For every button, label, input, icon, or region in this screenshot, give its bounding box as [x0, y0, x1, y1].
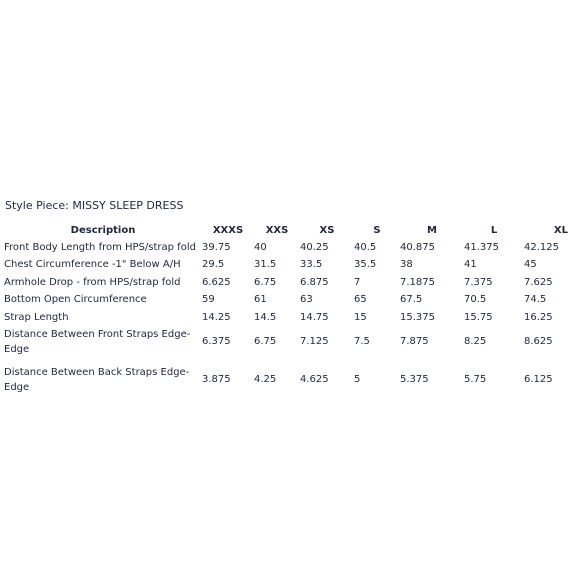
cell-value: 8.25	[464, 335, 487, 347]
cell-value: 6.75	[254, 335, 277, 347]
cell-value: 5.375	[400, 373, 429, 385]
cell-value: 6.625	[202, 276, 231, 288]
cell-value: 29.5	[202, 259, 225, 271]
cell-value: 45	[524, 259, 537, 271]
cell-value: 7.5	[354, 335, 370, 347]
cell-value: 38	[400, 259, 413, 271]
cell-value: 40.875	[400, 242, 435, 253]
cell-value: 7.625	[524, 276, 553, 288]
column-header-xs: XS	[319, 225, 335, 236]
row-label: Armhole Drop - from HPS/strap fold	[4, 276, 181, 288]
cell-value: 7.1875	[400, 276, 435, 288]
cell-value: 39.75	[202, 242, 231, 253]
cell-value: 40.5	[354, 242, 377, 253]
column-header-xxs: XXS	[265, 225, 289, 236]
cell-value: 4.625	[300, 373, 329, 385]
cell-value: 14.75	[300, 311, 329, 323]
cell-value: 40	[254, 242, 267, 253]
column-header-xl: XL	[553, 225, 568, 236]
cell-value: 7	[354, 276, 361, 288]
cell-value: 16.25	[524, 311, 553, 323]
cell-value: 4.25	[254, 373, 277, 385]
cell-value: 6.375	[202, 335, 231, 347]
column-header-m: M	[427, 225, 437, 236]
cell-value: 67.5	[400, 294, 423, 306]
table-row	[4, 310, 572, 327]
cell-value: 15.75	[464, 311, 493, 323]
cell-value: 59	[202, 294, 215, 306]
cell-value: 14.5	[254, 311, 277, 323]
cell-value: 7.875	[400, 335, 429, 347]
cell-value: 74.5	[524, 294, 547, 306]
size-spec-table	[4, 223, 572, 403]
cell-value: 33.5	[300, 259, 323, 271]
cell-value: 70.5	[464, 294, 487, 306]
cell-value: 35.5	[354, 259, 377, 271]
table-row	[4, 257, 572, 274]
cell-value: 63	[300, 294, 313, 306]
row-label: Chest Circumference -1" Below A/H	[4, 259, 181, 271]
column-header-l: L	[490, 225, 498, 236]
style-piece-title: Style Piece: MISSY SLEEP DRESS	[5, 199, 184, 212]
cell-value: 61	[254, 294, 267, 306]
cell-value: 65	[354, 294, 367, 306]
table-row	[4, 292, 572, 309]
row-label: Front Body Length from HPS/strap fold	[4, 242, 196, 253]
row-label: Strap Length	[4, 311, 69, 323]
cell-value: 31.5	[254, 259, 277, 271]
cell-value: 15	[354, 311, 367, 323]
row-label: Distance Between Back Straps Edge-Edge	[4, 366, 190, 393]
cell-value: 5	[354, 373, 361, 385]
cell-value: 40.25	[300, 242, 329, 253]
cell-value: 5.75	[464, 373, 487, 385]
cell-value: 3.875	[202, 373, 231, 385]
cell-value: 7.125	[300, 335, 329, 347]
column-header-s: S	[373, 225, 381, 236]
cell-value: 6.75	[254, 276, 277, 288]
cell-value: 6.125	[524, 373, 553, 385]
cell-value: 7.375	[464, 276, 493, 288]
table-row	[4, 275, 572, 292]
cell-value: 15.375	[400, 311, 435, 323]
cell-value: 42.125	[524, 242, 559, 253]
cell-value: 6.875	[300, 276, 329, 288]
cell-value: 41	[464, 259, 477, 271]
row-label: Distance Between Front Straps Edge-Edge	[4, 328, 191, 355]
row-label: Bottom Open Circumference	[4, 294, 147, 306]
table-row	[4, 365, 572, 403]
table-row	[4, 240, 572, 257]
column-header-xxxs: XXXS	[212, 225, 244, 236]
cell-value: 14.25	[202, 311, 231, 323]
column-header-description: Description	[70, 225, 136, 236]
cell-value: 41.375	[464, 242, 499, 253]
table-row	[4, 327, 572, 365]
cell-value: 8.625	[524, 335, 553, 347]
header-row	[4, 223, 572, 240]
